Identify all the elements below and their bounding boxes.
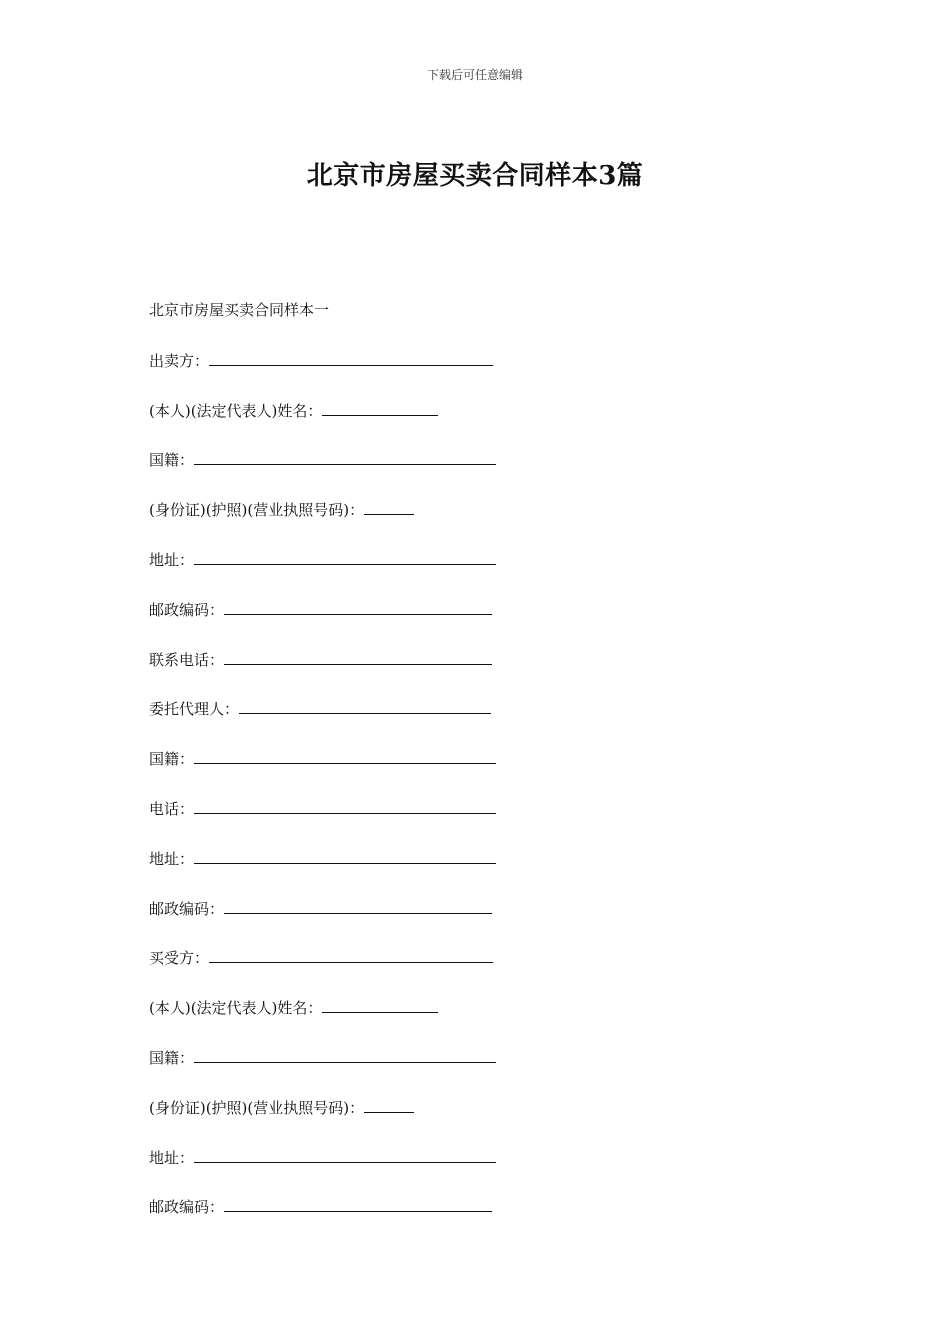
field-label: (本人)(法定代表人)姓名：: [149, 401, 323, 420]
fill-blank[interactable]: [364, 497, 414, 515]
fill-blank[interactable]: [224, 647, 492, 665]
fill-blank[interactable]: [322, 398, 438, 416]
field-label: 国籍：: [149, 750, 195, 769]
fill-blank[interactable]: [224, 597, 492, 615]
field-label: 联系电话：: [149, 650, 225, 669]
field-label: 地址：: [149, 1148, 195, 1167]
document-body: [149, 298, 849, 1244]
fill-blank[interactable]: [209, 945, 493, 963]
field-label: 委托代理人：: [149, 700, 240, 719]
field-label: (身份证)(护照)(营业执照号码)：: [149, 501, 365, 520]
form-field-line: [149, 896, 849, 946]
fill-blank[interactable]: [322, 995, 438, 1013]
field-label: 地址：: [149, 550, 195, 569]
fill-blank[interactable]: [364, 1095, 414, 1113]
field-label: (本人)(法定代表人)姓名：: [149, 999, 323, 1018]
form-field-line: [149, 447, 849, 497]
form-field-line: [149, 696, 849, 746]
form-field-line: [149, 1145, 849, 1195]
fill-blank[interactable]: [209, 348, 493, 366]
fill-blank[interactable]: [194, 447, 496, 465]
section-heading: 北京市房屋买卖合同样本一: [149, 301, 330, 319]
form-field-line: [149, 945, 849, 995]
fill-blank[interactable]: [194, 846, 496, 864]
fill-blank[interactable]: [194, 1045, 496, 1063]
field-label: 电话：: [149, 799, 195, 818]
field-label: 国籍：: [149, 451, 195, 470]
fill-blank[interactable]: [224, 1194, 492, 1212]
form-field-line: [149, 647, 849, 697]
document-title: 北京市房屋买卖合同样本3篇: [306, 161, 644, 191]
field-label: 邮政编码：: [149, 600, 225, 619]
fill-blank[interactable]: [194, 796, 496, 814]
form-field-line: [149, 796, 849, 846]
form-field-line: [149, 597, 849, 647]
form-field-line: [149, 746, 849, 796]
form-field-line: [149, 497, 849, 547]
form-field-line: [149, 995, 849, 1045]
form-field-line: [149, 1194, 849, 1244]
field-label: 邮政编码：: [149, 1198, 225, 1217]
form-field-line: [149, 1095, 849, 1145]
fill-blank[interactable]: [194, 746, 496, 764]
field-label: 国籍：: [149, 1048, 195, 1067]
field-label: 出卖方：: [149, 351, 210, 370]
header-note: 下载后可任意编辑: [426, 68, 523, 82]
field-label: (身份证)(护照)(营业执照号码)：: [149, 1098, 365, 1117]
field-label: 地址：: [149, 849, 195, 868]
field-label: 邮政编码：: [149, 899, 225, 918]
form-field-line: [149, 547, 849, 597]
fill-blank[interactable]: [194, 547, 496, 565]
form-field-line: [149, 348, 849, 398]
fill-blank[interactable]: [239, 696, 491, 714]
fill-blank[interactable]: [194, 1145, 496, 1163]
fill-blank[interactable]: [224, 896, 492, 914]
field-label: 买受方：: [149, 949, 210, 968]
form-field-line: [149, 398, 849, 448]
form-field-line: [149, 1045, 849, 1095]
form-field-line: [149, 846, 849, 896]
form-fields: [149, 348, 849, 1244]
